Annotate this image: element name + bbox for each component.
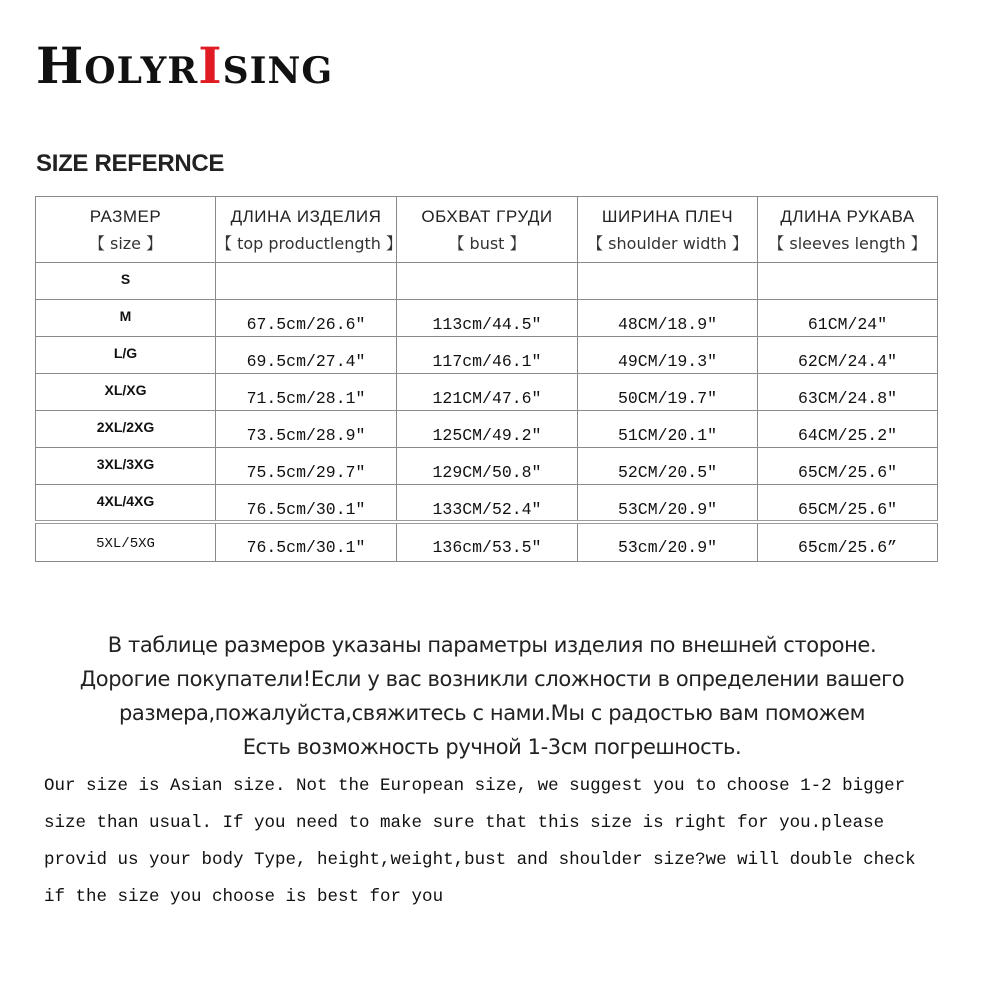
bust-cell: 136cm/53.5": [397, 522, 578, 562]
size-cell: 5XL/5XG: [36, 522, 216, 562]
header-size-sub: 【 size 】: [88, 234, 163, 253]
sleeve-cell: 63CM/24.8": [758, 374, 938, 411]
russian-note-line: Дорогие покупатели!Если у вас возникли сложности в определении вашего: [79, 667, 905, 691]
length-cell: [216, 263, 397, 300]
table-row: [36, 263, 938, 300]
length-cell: 75.5cm/29.7": [216, 448, 397, 485]
russian-size-note: [0, 628, 984, 764]
bust-cell: [397, 263, 578, 300]
size-cell: S: [36, 263, 216, 300]
shoulder-cell: 53CM/20.9": [578, 485, 758, 522]
header-bust: [397, 197, 578, 263]
logo-text-olyr: OLYR: [84, 50, 199, 92]
length-cell: 67.5cm/26.6": [216, 300, 397, 337]
header-shoulder-sub: 【 shoulder width 】: [587, 234, 748, 253]
header-sleeve: [758, 197, 938, 263]
bust-cell: 125CM/49.2": [397, 411, 578, 448]
english-size-note: [44, 768, 964, 916]
brand-logo: [36, 36, 333, 96]
length-cell: 76.5cm/30.1": [216, 485, 397, 522]
bust-cell: 121CM/47.6": [397, 374, 578, 411]
sleeve-cell: 65CM/25.6": [758, 485, 938, 522]
shoulder-cell: [578, 263, 758, 300]
header-size-label: РАЗМЕР: [89, 207, 162, 226]
english-note-line: Our size is Asian size. Not the European size, we suggest you to choose 1-2 bigger: [44, 776, 906, 796]
shoulder-cell: 53cm/20.9": [578, 522, 758, 562]
size-cell: XL/XG: [36, 374, 216, 411]
table-row: [36, 448, 938, 485]
sleeve-cell: 65cm/25.6”: [758, 522, 938, 562]
size-chart-table: [35, 196, 938, 562]
sleeve-cell: [758, 263, 938, 300]
bust-cell: 117cm/46.1": [397, 337, 578, 374]
header-sleeve-sub: 【 sleeves length 】: [768, 234, 927, 253]
table-header-row: [36, 197, 938, 263]
size-cell: 3XL/3XG: [36, 448, 216, 485]
header-bust-label: ОБХВАТ ГРУДИ: [421, 207, 553, 226]
shoulder-cell: 49CM/19.3": [578, 337, 758, 374]
length-cell: 69.5cm/27.4": [216, 337, 397, 374]
header-sleeve-label: ДЛИНА РУКАВА: [780, 207, 915, 226]
english-note-line: provid us your body Type, height,weight,bust and shoulder size?we will double check: [44, 850, 916, 870]
length-cell: 71.5cm/28.1": [216, 374, 397, 411]
russian-note-line: Есть возможность ручной 1-3см погрешность.: [242, 735, 742, 759]
size-cell: 4XL/4XG: [36, 485, 216, 522]
table-row: [36, 485, 938, 522]
sleeve-cell: 61CM/24": [758, 300, 938, 337]
russian-note-line: размера,пожалуйста,свяжитесь с нами.Мы с радостью вам поможем: [118, 701, 866, 725]
header-length-sub: 【 top productlength 】: [216, 234, 403, 253]
header-length: [216, 197, 403, 263]
english-note-line: size than usual. If you need to make sure that this size is right for you.please: [44, 813, 885, 833]
header-shoulder: [578, 197, 758, 263]
english-note-line: if the size you choose is best for you: [44, 887, 444, 907]
table-row: [36, 300, 938, 337]
table-row: [36, 522, 938, 562]
header-size: [36, 197, 216, 263]
bust-cell: 133CM/52.4": [397, 485, 578, 522]
sleeve-cell: 65CM/25.6": [758, 448, 938, 485]
sleeve-cell: 62CM/24.4": [758, 337, 938, 374]
shoulder-cell: 51CM/20.1": [578, 411, 758, 448]
size-cell: L/G: [36, 337, 216, 374]
shoulder-cell: 52CM/20.5": [578, 448, 758, 485]
table-row: [36, 337, 938, 374]
length-cell: 76.5cm/30.1": [216, 522, 397, 562]
length-cell: 73.5cm/28.9": [216, 411, 397, 448]
bust-cell: 113cm/44.5": [397, 300, 578, 337]
sleeve-cell: 64CM/25.2": [758, 411, 938, 448]
header-length-label: ДЛИНА ИЗДЕЛИЯ: [230, 207, 382, 226]
header-shoulder-label: ШИРИНА ПЛЕЧ: [601, 207, 734, 226]
bust-cell: 129CM/50.8": [397, 448, 578, 485]
logo-letter-i: I: [198, 36, 223, 95]
russian-note-line: В таблице размеров указаны параметры изделия по внешней стороне.: [107, 633, 877, 657]
table-row: [36, 374, 938, 411]
logo-text-sing: SING: [222, 50, 334, 92]
size-cell: 2XL/2XG: [36, 411, 216, 448]
logo-letter-h: H: [36, 36, 85, 95]
shoulder-cell: 50CM/19.7": [578, 374, 758, 411]
size-cell: M: [36, 300, 216, 337]
shoulder-cell: 48CM/18.9": [578, 300, 758, 337]
header-bust-sub: 【 bust 】: [448, 234, 526, 253]
table-row: [36, 411, 938, 448]
size-reference-title: SIZE REFERNCE: [36, 150, 225, 177]
